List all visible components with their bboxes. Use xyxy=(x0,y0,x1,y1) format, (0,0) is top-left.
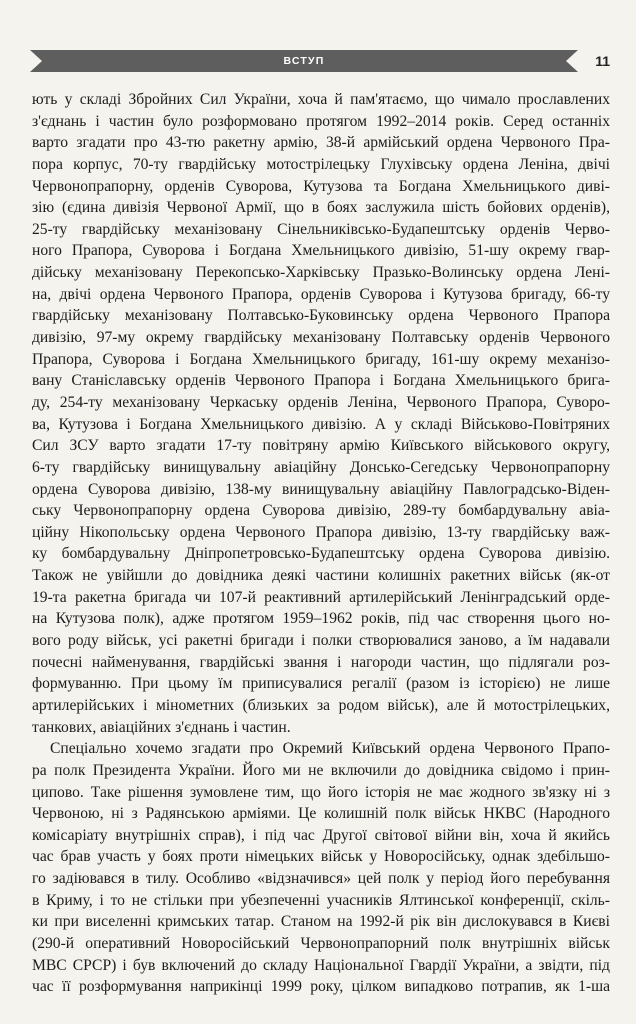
text-line: 25-ту гвардійську механізовану Сінельниківсько-Будапештську орденів Черво- xyxy=(32,220,610,238)
section-band xyxy=(30,50,578,72)
text-line: Червоною, ні з Радянською арміями. Це колишній полк військ НКВС (Народного xyxy=(32,805,610,823)
text-line: го задіювався в тилу. Особливо «відзначився» цей полк у період його перебування xyxy=(32,870,610,888)
running-header xyxy=(30,50,612,72)
body-text xyxy=(32,89,610,998)
text-line: ва, Кутузова і Богдана Хмельницького дивізію. А у складі Військово-Повітряних xyxy=(32,415,610,433)
text-line: ють у складі Збройних Сил України, хоча й пам'ятаємо, що чимало прославлених xyxy=(32,91,610,108)
text-line: почесні найменування, гвардійські звання і нагороди частин, що підлягали роз- xyxy=(32,653,610,671)
text-line: 19-та ракетна бригада чи 107-й реактивний артилерійський Ленінградський орде- xyxy=(32,588,610,606)
text-line: гвардійську механізовану Полтавсько-Буковинську ордена Червоного Прапора xyxy=(32,307,610,325)
text-line: танкових, авіаційних з'єднань і частин. xyxy=(32,718,291,736)
text-line: (290-й оперативний Новоросійський Червонопрапорний полк внутрішніх військ xyxy=(32,934,610,952)
text-line: формуванню. При цьому їм приписувалися регалії (разом із історією) не лише xyxy=(32,675,610,693)
text-line: комісаріату внутрішніх справ), і під час Другої світової війни він, хоча й якийсь xyxy=(32,826,610,844)
text-line: МВС СРСР) і був включений до складу Національної Гвардії України, а звідти, під xyxy=(32,956,610,974)
text-line: ку бомбардувальну Дніпропетровсько-Будапештську ордена Суворова дивізію. xyxy=(32,545,610,563)
text-line: Червонопрапорну, орденів Суворова, Кутузова та Богдана Хмельницького диві- xyxy=(32,177,610,195)
text-line: час її розформування наприкінці 1999 року, цілком випадково потрапив, як 1-ша xyxy=(32,978,610,996)
text-line: на Кутузова полк), адже протягом 1959–1962 років, під час створення цього но- xyxy=(32,610,610,628)
text-line: ра полк Президента України. Його ми не включили до довідника свідомо і прин- xyxy=(32,761,610,779)
text-line: ційну Нікопольську ордена Червоного Прапора дивізію, 13-ту гвардійську важ- xyxy=(32,523,610,541)
text-line: варто згадати про 43-тю ракетну армію, 38-й армійський ордена Червоного Пра- xyxy=(32,134,610,152)
text-line: ципово. Таке рішення зумовлене тим, що його історія не має жодного зв'язку ні з xyxy=(32,783,610,801)
text-line: з'єднань і частин було розформовано протягом 1992–2014 років. Серед останніх xyxy=(32,112,610,130)
text-line: 6-ту гвардійську винищувальну авіаційну Донсько-Сегедську Червонопрапорну xyxy=(32,458,610,476)
text-line: ордена Суворова дивізію, 138-му винищувальну авіаційну Павлоградсько-Віден- xyxy=(32,480,610,498)
text-line: пора корпус, 70-ту гвардійську мотострілецьку Глухівську ордена Леніна, двічі xyxy=(32,155,610,173)
text-line: ного Прапора, Суворова і Богдана Хмельницького дивізію, 51-шу окрему гвар- xyxy=(32,242,610,260)
text-line: дивізію, 97-му окрему гвардійську механізовану Полтавську орденів Червоного xyxy=(32,329,610,347)
text-line: ки при виселенні кримських татар. Станом на 1992-й рік він дислокувався в Києві xyxy=(32,913,610,931)
page-number: 11 xyxy=(595,53,610,69)
text-line: вого роду військ, усі ракетні бригади і полки створювалися заново, а їм надавали xyxy=(32,632,610,650)
text-line: Також не увійшли до довідника деякі частини колишніх ракетних військ (як-от xyxy=(32,567,610,585)
text-line: зію (єдина дивізія Червоної Армії, що в боях заслужила шість бойових орденів), xyxy=(32,199,610,217)
text-line: на, двічі ордена Червоного Прапора, орденів Суворова і Кутузова бригаду, 66-ту xyxy=(32,285,610,303)
text-line: ську Червонопрапорну ордена Суворова дивізію, 289-ту бомбардувальну авіа- xyxy=(32,502,610,520)
text-line: ду, 254-ту механізовану Черкаську орденів Леніна, Червоного Прапора, Суворо- xyxy=(32,393,610,411)
text-line: Спеціально хочемо згадати про Окремий Київський ордена Червоного Прапо- xyxy=(50,740,610,758)
text-line: в Криму, і то не стільки при убезпеченні учасників Ялтинської конференції, скіль- xyxy=(32,891,610,909)
text-line: Сил ЗСУ варто згадати 17-ту повітряну армію Київського військового округу, xyxy=(32,437,610,455)
text-line: артилерійських і мінометних (близьких за родом військ), але й мотострілецьких, xyxy=(32,696,610,714)
text-line: дійську механізовану Перекопсько-Харківську Празько-Волинську ордена Лені- xyxy=(32,264,610,282)
section-title: ВСТУП xyxy=(283,55,325,67)
text-line: вану Станіславську орденів Червоного Прапора і Богдана Хмельницького брига- xyxy=(32,372,610,390)
text-line: Прапора, Суворова і Богдана Хмельницького бригаду, 161-шу окрему механізо- xyxy=(32,350,610,368)
text-line: час брав участь у боях проти німецьких військ у Новоросійську, однак здебільшо- xyxy=(32,848,610,866)
